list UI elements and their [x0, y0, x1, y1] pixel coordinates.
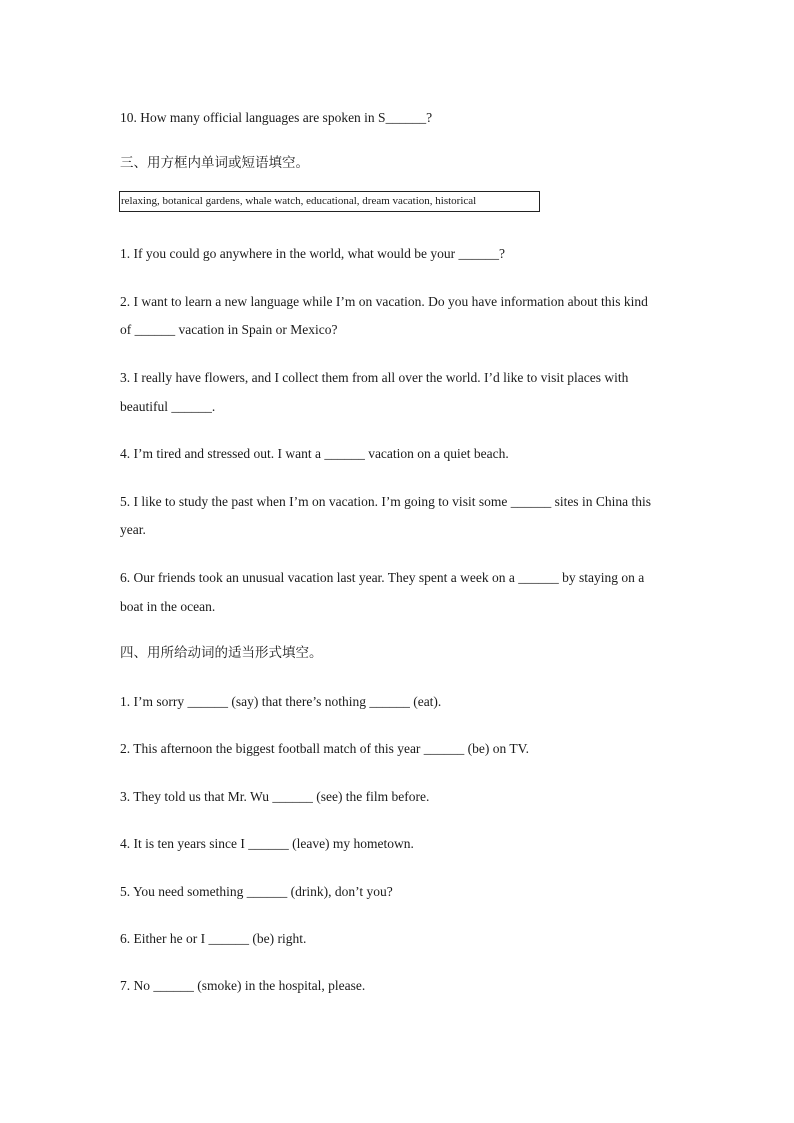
s4-question-2: 2. This afternoon the biggest football match of this year ______ (be) on TV.: [120, 741, 530, 756]
s3-question-3-line-1: 3. I really have flowers, and I collect them from all over the world. I’d like to visit places with: [120, 370, 629, 385]
section-4-heading: 四、用所给动词的适当形式填空。: [120, 645, 323, 661]
s3-question-2-line-2: of ______ vacation in Spain or Mexico?: [120, 322, 338, 337]
section-3-heading: 三、用方框内单词或短语填空。: [120, 155, 309, 171]
s4-question-6: 6. Either he or I ______ (be) right.: [120, 931, 307, 946]
s4-question-3: 3. They told us that Mr. Wu ______ (see) the film before.: [120, 789, 430, 804]
s3-question-4: 4. I’m tired and stressed out. I want a ______ vacation on a quiet beach.: [120, 446, 509, 461]
s3-question-2-line-1: 2. I want to learn a new language while I’m on vacation. Do you have information about this kind: [120, 294, 648, 309]
question-10: 10. How many official languages are spoken in S______?: [120, 110, 433, 125]
s3-question-6-line-1: 6. Our friends took an unusual vacation last year. They spent a week on a ______ by staying on a: [120, 570, 645, 585]
word-box: relaxing, botanical gardens, whale watch, educational, dream vacation, historical: [119, 191, 540, 212]
s3-question-5-line-2: year.: [120, 522, 146, 537]
s4-question-1: 1. I’m sorry ______ (say) that there’s nothing ______ (eat).: [120, 694, 442, 709]
s3-question-1: 1. If you could go anywhere in the world, what would be your ______?: [120, 246, 506, 261]
s3-question-5-line-1: 5. I like to study the past when I’m on vacation. I’m going to visit some ______ sites in China this: [120, 494, 651, 509]
s4-question-7: 7. No ______ (smoke) in the hospital, please.: [120, 978, 366, 993]
s3-question-3-line-2: beautiful ______.: [120, 399, 216, 414]
s3-question-6-line-2: boat in the ocean.: [120, 599, 216, 614]
s4-question-4: 4. It is ten years since I ______ (leave) my hometown.: [120, 836, 414, 851]
s4-question-5: 5. You need something ______ (drink), don’t you?: [120, 884, 393, 899]
